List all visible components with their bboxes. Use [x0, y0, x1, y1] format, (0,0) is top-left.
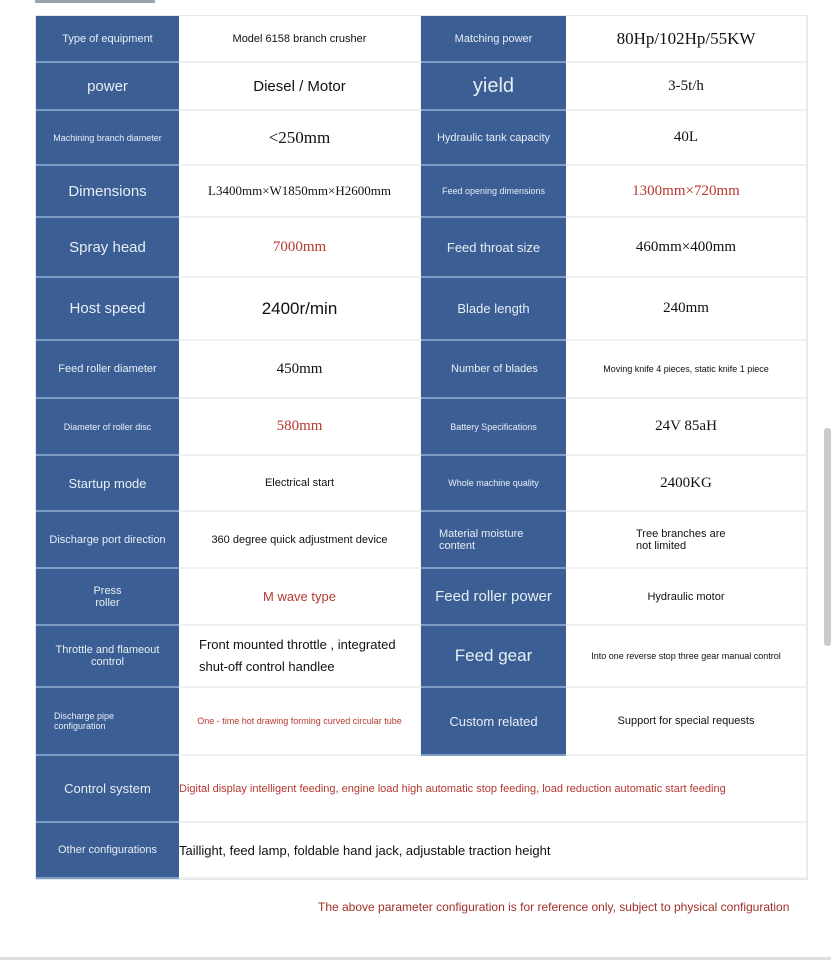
spec-label: Discharge pipe configuration	[36, 688, 179, 756]
spec-label: yield	[421, 63, 566, 111]
spec-label: Whole machine quality	[421, 456, 566, 512]
spec-value: Model 6158 branch crusher	[179, 16, 421, 63]
spec-label: Diameter of roller disc	[36, 399, 179, 456]
spec-value: Electrical start	[179, 456, 421, 512]
spec-label: Throttle and flameout control	[36, 626, 179, 688]
spec-value: 360 degree quick adjustment device	[179, 512, 421, 569]
spec-label: Battery Specifications	[421, 399, 566, 456]
spec-table	[35, 15, 808, 880]
spec-label: Feed roller diameter	[36, 341, 179, 399]
spec-value: 24V 85aH	[566, 399, 807, 456]
spec-value: One - time hot drawing forming curved circular tube	[179, 688, 421, 756]
spec-label: Type of equipment	[36, 16, 179, 63]
spec-label: Control system	[36, 756, 179, 823]
spec-label: Feed roller power	[421, 569, 566, 626]
spec-value: 7000mm	[179, 218, 421, 278]
spec-value: Diesel / Motor	[179, 63, 421, 111]
spec-value: 2400KG	[566, 456, 807, 512]
spec-value: 2400r/min	[179, 278, 421, 341]
spec-label: Material moisture content	[421, 512, 566, 569]
spec-label: power	[36, 63, 179, 111]
spec-label: Press roller	[36, 569, 179, 626]
reference-note: The above parameter configuration is for reference only, subject to physical configuration	[318, 900, 790, 914]
spec-label: Startup mode	[36, 456, 179, 512]
spec-value: Into one reverse stop three gear manual control	[566, 626, 807, 688]
spec-value: Hydraulic motor	[566, 569, 807, 626]
spec-label: Feed gear	[421, 626, 566, 688]
spec-value: 3-5t/h	[566, 63, 807, 111]
spec-label: Machining branch diameter	[36, 111, 179, 166]
spec-label: Feed opening dimensions	[421, 166, 566, 218]
spec-value: <250mm	[179, 111, 421, 166]
spec-value: Taillight, feed lamp, foldable hand jack, adjustable traction height	[179, 823, 807, 879]
spec-value: Digital display intelligent feeding, engine load high automatic stop feeding, load reduction automatic start feeding	[179, 756, 807, 823]
spec-value: 580mm	[179, 399, 421, 456]
spec-label: Dimensions	[36, 166, 179, 218]
spec-label: Hydraulic tank capacity	[421, 111, 566, 166]
spec-value: M wave type	[179, 569, 421, 626]
spec-value: 1300mm×720mm	[566, 166, 807, 218]
spec-label: Feed throat size	[421, 218, 566, 278]
spec-label: Number of blades	[421, 341, 566, 399]
scrollbar-thumb[interactable]	[824, 428, 831, 646]
spec-value: Support for special requests	[566, 688, 807, 756]
spec-value: 80Hp/102Hp/55KW	[566, 16, 807, 63]
spec-value: Moving knife 4 pieces, static knife 1 piece	[566, 341, 807, 399]
spec-value: 450mm	[179, 341, 421, 399]
spec-value: Tree branches are not limited	[566, 512, 807, 569]
top-divider	[35, 0, 155, 3]
spec-label: Other configurations	[36, 823, 179, 879]
spec-label: Host speed	[36, 278, 179, 341]
spec-value: 40L	[566, 111, 807, 166]
spec-label: Blade length	[421, 278, 566, 341]
spec-value: 240mm	[566, 278, 807, 341]
spec-value: Front mounted throttle , integrated shut-off control handlee	[179, 626, 421, 688]
spec-label: Discharge port direction	[36, 512, 179, 569]
spec-value: L3400mm×W1850mm×H2600mm	[179, 166, 421, 218]
spec-label: Matching power	[421, 16, 566, 63]
spec-value: 460mm×400mm	[566, 218, 807, 278]
spec-label: Spray head	[36, 218, 179, 278]
spec-label: Custom related	[421, 688, 566, 756]
